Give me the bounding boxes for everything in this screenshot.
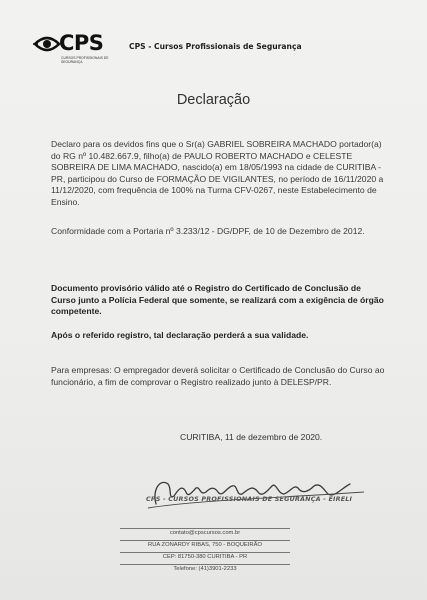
paragraph-text: Para empresas: O empregador deverá solicitar o Certificado de Conclusão do Curso ao funcionário, a fim de comprovar o Registro realizado junto à DELESP/PR. — [51, 365, 385, 387]
footer-contact — [120, 528, 290, 576]
letterhead — [33, 30, 413, 70]
employer-notice — [51, 365, 386, 388]
paragraph-text: Conformidade com a Portaria nº 3.233/12 - DG/DPF, de 10 de Dezembro de 2012. — [51, 226, 365, 236]
footer-cep: CEP: 81750-380 CURITIBA - PR — [120, 552, 290, 564]
logo-text: CPS — [59, 31, 104, 55]
footer-address: RUA ZONARDY RIBAS, 750 - BOQUEIRÃO — [120, 540, 290, 552]
target-eye-icon — [33, 32, 61, 56]
date-line: CURITIBA, 11 de dezembro de 2020. — [180, 432, 323, 442]
footer-phone: Telefone: (41)3901-2233 — [120, 564, 290, 576]
signature-stamp: CPS - CURSOS PROFISSIONAIS DE SEGURANÇA - EIRELI — [146, 495, 353, 503]
conformity-paragraph — [51, 226, 386, 238]
logo-subtitle: CURSOS PROFISSIONAIS DE SEGURANÇA — [61, 56, 109, 64]
provisional-notice — [51, 283, 386, 318]
paragraph-text: Documento provisório válido até o Registro do Certificado de Conclusão de Curso junto a Polícia Federal que somente, se realizará com a exigência de órgão competente. — [51, 283, 384, 317]
paragraph-text: Após o referido registro, tal declaração perderá a sua validade. — [51, 330, 309, 340]
validity-notice — [51, 330, 386, 342]
company-logo — [33, 30, 113, 70]
footer-email: contato@cpscursos.com.br — [120, 528, 290, 540]
paragraph-text: Declaro para os devidos fins que o Sr(a) GABRIEL SOBREIRA MACHADO portador(a) do RG nº 10.482.667.9, filho(a) de PAULO ROBERTO MACHADO e CELESTE SOBREIRA DE LIMA MACHADO, nascido(a) em 18/05/1993 na cidade de CURITIBA - PR, participou do Curso de FORMAÇÃO DE VIGILANTES, no período de 16/11/2020 a 11/12/2020, com frequência de 100% na Turma CFV-0267, neste Estabelecimento de Ensino. — [51, 139, 384, 207]
document-title: Declaração — [176, 92, 251, 108]
company-name: CPS - Cursos Profissionais de Segurança — [129, 42, 302, 51]
declaration-paragraph — [51, 139, 386, 209]
